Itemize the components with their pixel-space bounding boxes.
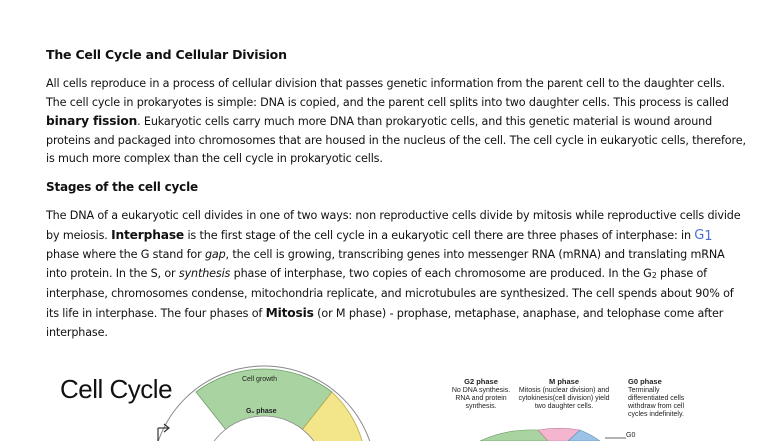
text-run: phase of interphase, two copies of each chromosome are produced. In the G bbox=[230, 266, 652, 280]
g2-text: No DNA synthesis. RNA and protein synthesis. bbox=[451, 387, 511, 410]
term-interphase: Interphase bbox=[111, 227, 185, 242]
g0-arrow-label: G0 bbox=[626, 432, 636, 439]
g0-phase-block bbox=[628, 378, 694, 419]
text-run: is the first stage of the cell cycle in a eukaryotic cell there are three phases of interphase: in bbox=[184, 228, 695, 242]
g1-letter: G bbox=[694, 227, 705, 243]
page-title: The Cell Cycle and Cellular Division bbox=[46, 47, 287, 62]
term-binary-fission: binary fission bbox=[46, 114, 138, 129]
text-run: phase of interphase, chromosomes condense, mitochondria replicate, and microtubules are synthesized. The cell spends about 90% of its life in interphase. The four phases of bbox=[46, 266, 734, 320]
text-run: , the cell is growing, transcribing genes into messenger RNA (mRNA) and translating mRNA into protein. In the S, or bbox=[46, 248, 725, 280]
g2-subscript: 2 bbox=[651, 270, 657, 280]
g2-phase-block bbox=[446, 378, 516, 411]
figure-title: Cell Cycle bbox=[60, 374, 173, 404]
m-phase-block bbox=[516, 378, 612, 411]
g2-title: G2 phase bbox=[464, 377, 498, 386]
section-heading: Stages of the cell cycle bbox=[46, 180, 198, 194]
text-run: phase where the G stand for bbox=[46, 248, 205, 262]
g0-title: G0 phase bbox=[628, 377, 662, 386]
cell-cycle-figure bbox=[46, 358, 376, 441]
label-g1-phase: G₁ phase bbox=[246, 408, 277, 415]
paragraph-intro bbox=[46, 75, 746, 169]
text-run: All cells reproduce in a process of cellular division that passes genetic information from the parent cell to the daughter cells. The cell cycle in prokaryotes is simple: DNA is copied, and the parent cell splits into two daughter cells. This process is called bbox=[46, 77, 729, 109]
g0-text: Terminally differentiated cells withdraw from cell cycles indefinitely. bbox=[628, 387, 685, 418]
text-run: The DNA of a eukaryotic cell divides in one of two ways: non reproductive cells divide by mitosis while reproductive cells divide by meiosis. bbox=[46, 209, 741, 242]
label-cell-growth: Cell growth bbox=[242, 376, 278, 383]
g1-subscript: 1 bbox=[704, 228, 713, 244]
term-synthesis: synthesis bbox=[178, 266, 231, 280]
text-run: (or M phase) - prophase, metaphase, anaphase, and telophase come after interphase. bbox=[46, 306, 724, 339]
m-title: M phase bbox=[548, 377, 579, 386]
paragraph-stages bbox=[46, 207, 746, 342]
phase-description-figure bbox=[440, 372, 740, 441]
term-mitosis: Mitosis bbox=[265, 305, 314, 320]
text-run: . Eukaryotic cells carry much more DNA than prokaryotic cells, and this genetic material is wound around proteins and packaged into chromosomes that are housed in the nucleus of the cell. The cell cycle in eukaryotic cells, therefore, is much more complex than the cell cycle in prokaryotic cells. bbox=[46, 115, 746, 166]
m-text: Mitosis (nuclear division) and cytokinesis(cell division) yield two daughter cells. bbox=[518, 387, 610, 410]
term-gap: gap bbox=[204, 248, 226, 262]
